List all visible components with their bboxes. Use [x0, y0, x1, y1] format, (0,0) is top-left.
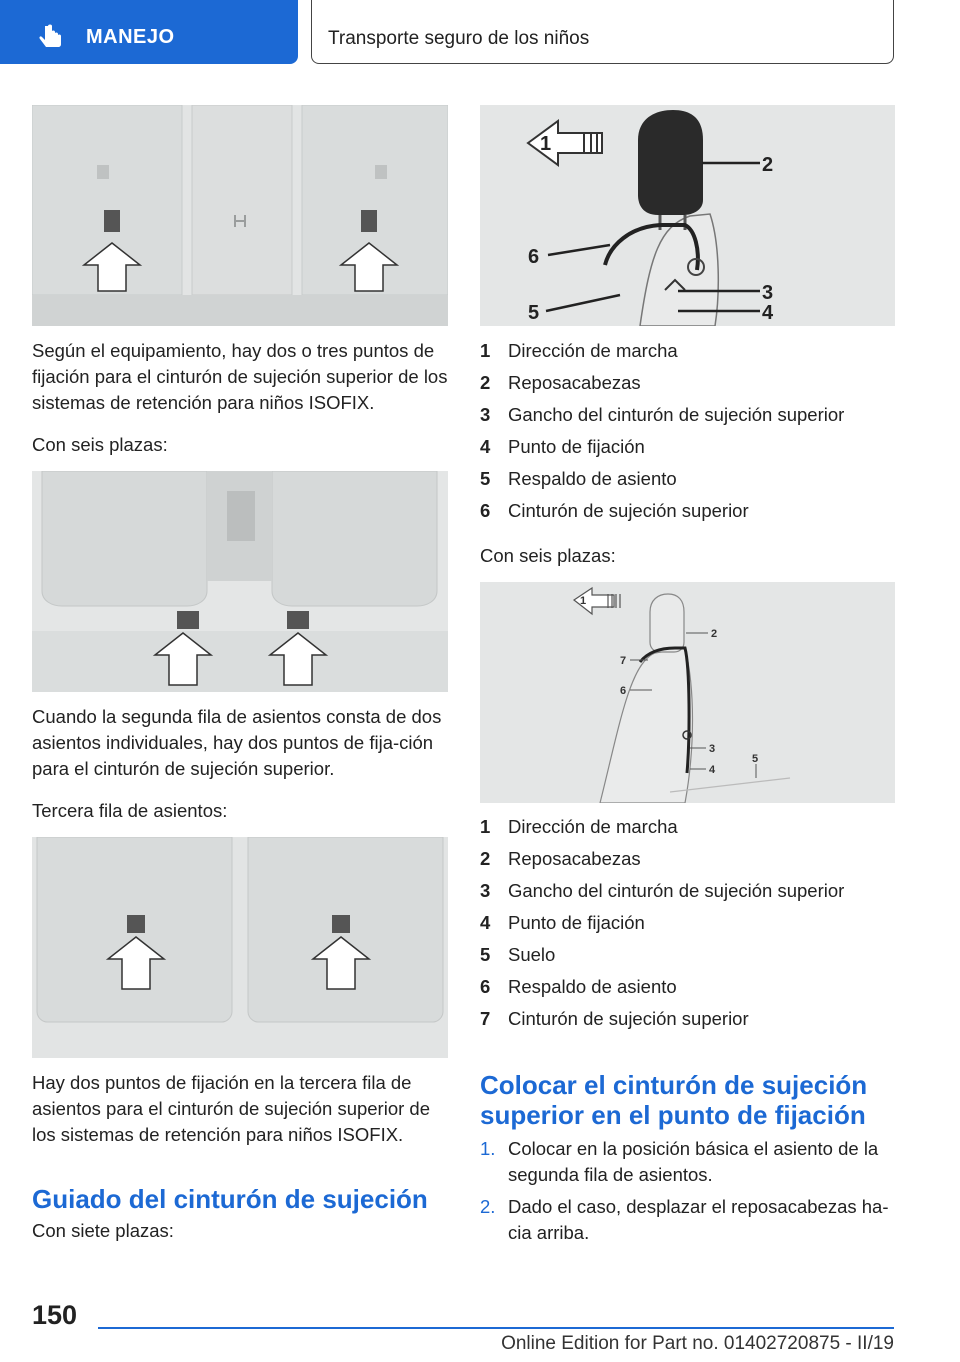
diagram2-label-2: 2: [711, 628, 718, 640]
paragraph-six-seats: Con seis plazas:: [32, 434, 168, 455]
paragraph-six-seats-right: Con seis plazas:: [480, 545, 616, 566]
seat-anchor-figure-2: [32, 471, 448, 692]
diagram1-label-3: 3: [762, 282, 774, 304]
diagram1-label-6: 6: [528, 246, 540, 268]
legend-item: 4 Punto de fijación: [480, 436, 645, 457]
diagram2-label-6: 6: [620, 685, 627, 697]
heading-belt-routing: Guiado del cinturón de sujeción: [32, 1184, 428, 1214]
section-label: MANEJO: [86, 26, 175, 48]
step-item: 2. Dado el caso, desplazar el reposacabezas ha-cia arriba.: [480, 1196, 889, 1243]
legend-item: 5 Suelo: [480, 944, 556, 965]
steering-hand-icon: [36, 22, 66, 52]
legend-item: 6 Respaldo de asiento: [480, 976, 677, 997]
paragraph-third-row-points: Hay dos puntos de fijación en la tercera fila de asientos para el cinturón de sujeción superior de los sistemas de retención para niños ISOFIX.: [32, 1072, 430, 1145]
chapter-header: [311, 0, 894, 64]
legend-item: 2 Reposacabezas: [480, 372, 641, 393]
headrest-diagram-1: [480, 105, 895, 326]
diagram1-label-2: 2: [762, 154, 774, 176]
paragraph-two-individual-seats: Cuando la segunda fila de asientos consta de dos asientos individuales, hay dos puntos de fija-ción para el cinturón de sujeción superior.: [32, 706, 442, 779]
heading-attach-belt: Colocar el cinturón de sujeción superior en el punto de fijación: [480, 1070, 868, 1130]
instruction-steps: [480, 1136, 900, 1252]
seat-anchor-figure-1: [32, 105, 448, 326]
edition-note: Online Edition for Part no. 01402720875 - II/19: [501, 1333, 894, 1354]
paragraph-third-row: Tercera fila de asientos:: [32, 800, 228, 821]
diagram2-label-7: 7: [620, 655, 627, 667]
step-item: 1. Colocar en la posición básica el asiento de la segunda fila de asientos.: [480, 1138, 879, 1185]
legend-item: 6 Cinturón de sujeción superior: [480, 500, 749, 521]
diagram1-legend: [480, 335, 900, 527]
legend-item: 1 Dirección de marcha: [480, 340, 678, 361]
page-number: 150: [32, 1300, 78, 1330]
footer-divider: [98, 1327, 894, 1329]
section-tab[interactable]: [0, 0, 298, 64]
legend-item: 3 Gancho del cinturón de sujeción superior: [480, 880, 845, 901]
diagram2-label-1: 1: [580, 595, 587, 607]
legend-item: 4 Punto de fijación: [480, 912, 645, 933]
diagram2-label-3: 3: [709, 743, 716, 755]
diagram2-legend: [480, 811, 900, 1035]
diagram1-label-5: 5: [528, 302, 540, 324]
chapter-title: Transporte seguro de los niños: [328, 28, 590, 49]
legend-item: 2 Reposacabezas: [480, 848, 641, 869]
headrest-diagram-2: [480, 582, 895, 803]
paragraph-seven-seats: Con siete plazas:: [32, 1220, 174, 1241]
legend-item: 7 Cinturón de sujeción superior: [480, 1008, 749, 1029]
paragraph-anchor-points: Según el equipamiento, hay dos o tres puntos de fijación para el cinturón de sujeción superior de los sistemas de retención para niños ISOFIX.: [32, 340, 448, 413]
diagram2-label-4: 4: [709, 764, 716, 776]
diagram1-label-4: 4: [762, 302, 774, 324]
legend-item: 5 Respaldo de asiento: [480, 468, 677, 489]
legend-item: 3 Gancho del cinturón de sujeción superior: [480, 404, 845, 425]
seat-anchor-figure-3: [32, 837, 448, 1058]
legend-item: 1 Dirección de marcha: [480, 816, 678, 837]
diagram2-label-5: 5: [752, 753, 759, 765]
diagram1-label-1: 1: [540, 133, 552, 155]
